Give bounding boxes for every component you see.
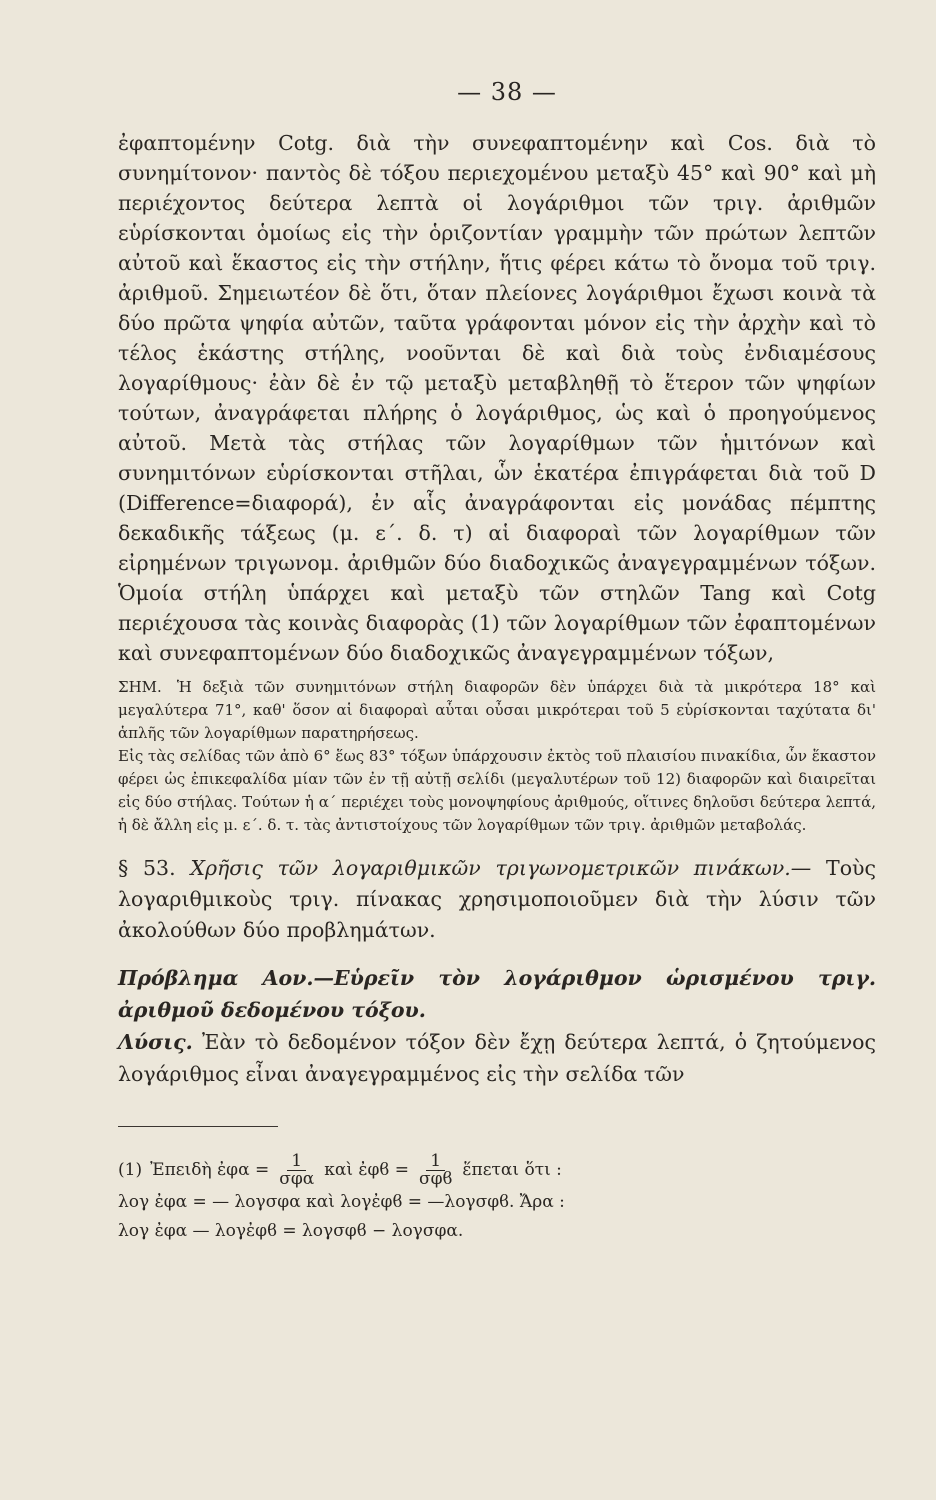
footnote-intro: Ἐπειδὴ ἐφα = (150, 1160, 270, 1180)
solution-label: Λύσις. (118, 1030, 193, 1054)
footnote-tail: ἕπεται ὅτι : (462, 1160, 562, 1180)
fraction-numerator: 1 (287, 1153, 306, 1171)
footnote-line-3: λογ ἐφα — λογἐφϐ = λογσφϐ − λογσφα. (118, 1221, 464, 1241)
section-number: § 53. (118, 856, 176, 880)
footnote-line-1 (118, 1153, 876, 1188)
footnote-divider (118, 1126, 278, 1127)
footnote-marker: (1) (118, 1160, 143, 1180)
solution-text: Ἐὰν τὸ δεδομένον τόξον δὲν ἔχῃ δεύτερα λεπτά, ὁ ζητούμενος λογάριθμος εἶναι ἀναγεγραμμένος εἰς τὴν σελίδα τῶν (118, 1030, 876, 1086)
footnote-conj: καὶ ἐφϐ = (324, 1160, 409, 1180)
footnote-line-2: λογ ἐφα = — λογσφα καὶ λογἐφϐ = —λογσφϐ. Ἄρα : (118, 1192, 565, 1212)
fraction-denominator: σφϐ (418, 1169, 453, 1189)
section-53 (118, 853, 876, 946)
page-number: — 38 — (457, 78, 557, 106)
footnote (118, 1153, 876, 1246)
section-text: Τοὺς λογαριθμικοὺς τριγ. πίνακας χρησιμοποιοῦμεν διὰ τὴν λύσιν τῶν ἀκολούθων δύο προβλημάτων. (118, 856, 876, 942)
fraction-one-over-sfa (275, 1153, 318, 1188)
note-label: ΣΗΜ. (118, 678, 162, 696)
fraction-one-over-sfb (415, 1153, 456, 1188)
note-remark-text: Ἡ δεξιὰ τῶν συνημιτόνων στήλη διαφορῶν δὲν ὑπάρχει διὰ τὰ μικρότερα 18° καὶ μεγαλύτερα 71°, καθ' ὅσον αἱ διαφοραὶ αὗται οὖσαι μικρότεραι τοῦ 5 εὑρίσκονται ταχύτατα δι' ἁπλῆς τῶν λογαρίθμων παρατηρήσεως. (118, 678, 876, 742)
fraction-numerator: 1 (426, 1153, 445, 1171)
problem-label: Πρόβλημα Αον.—Εὑρεῖν τὸν λογάριθμον ὡρισμένου τριγ. ἀριθμοῦ δεδομένου τόξου. (118, 966, 876, 1022)
main-paragraph: ἐφαπτομένην Cotg. διὰ τὴν συνεφαπτομένην καὶ Cos. διὰ τὸ συνημίτονον· παντὸς δὲ τόξου περιεχομένου μεταξὺ 45° καὶ 90° καὶ μὴ περιέχοντος δεύτερα λεπτὰ οἱ λογάριθμοι τῶν τριγ. ἀριθμῶν εὑρίσκονται ὁμοίως εἰς τὴν ὁριζοντίαν γραμμὴν τῶν πρώτων λεπτῶν αὐτοῦ καὶ ἕκαστος εἰς τὴν στήλην, ἥτις φέρει κάτω τὸ ὄνομα τοῦ τριγ. ἀριθμοῦ. Σημειωτέον δὲ ὅτι, ὅταν πλείονες λογάριθμοι ἔχωσι κοινὰ τὰ δύο πρῶτα ψηφία αὐτῶν, ταῦτα γράφονται μόνον εἰς τὴν ἀρχὴν καὶ τὸ τέλος ἑκάστης στήλης, νοοῦνται δὲ καὶ διὰ τοὺς ἐνδιαμέσους λογαρίθμους· ἐὰν δὲ ἐν τῷ μεταξὺ μεταβληθῇ τὸ ἕτερον τῶν ψηφίων τούτων, ἀναγράφεται πλήρης ὁ λογάριθμος, ὡς καὶ ὁ προηγούμενος αὐτοῦ. Μετὰ τὰς στήλας τῶν λογαρίθμων τῶν ἡμιτόνων καὶ συνημιτόνων εὑρίσκονται στῆλαι, ὧν ἑκατέρα ἐπιγράφεται διὰ τοῦ D (Difference=διαφορά), ἐν αἷς ἀναγράφονται εἰς μονάδας πέμπτης δεκαδικῆς τάξεως (μ. ε΄. δ. τ) αἱ διαφοραὶ τῶν λογαρίθμων τῶν εἰρημένων τριγωνομ. ἀριθμῶν δύο διαδοχικῶς ἀναγεγραμμένων τόξων. Ὁμοία στήλη ὑπάρχει καὶ μεταξὺ τῶν στηλῶν Tang καὶ Cotg περιέχουσα τὰς κοινὰς διαφορὰς (1) τῶν λογαρίθμων τῶν ἐφαπτομένων καὶ συνεφαπτομένων δύο διαδοχικῶς ἀναγεγραμμένων τόξων, (118, 131, 876, 665)
note-tables-paragraph: Εἰς τὰς σελίδας τῶν ἀπὸ 6° ἕως 83° τόξων ὑπάρχουσιν ἐκτὸς τοῦ πλαισίου πινακίδια, ὧν ἕκαστον φέρει ὡς ἐπικεφαλίδα μίαν τῶν ἐν τῇ αὐτῇ σελίδι (μεγαλυτέρων τοῦ 12) διαφορῶν καὶ διαιρεῖται εἰς δύο στήλας. Τούτων ἡ α΄ περιέχει τοὺς μονοψηφίους ἀριθμούς, οἵτινες δηλοῦσι δεύτερα λεπτά, ἡ δὲ ἄλλη εἰς μ. ε΄. δ. τ. τὰς ἀντιστοίχους τῶν λογαρίθμων τῶν τριγ. ἀριθμῶν μεταβολάς. (118, 747, 876, 834)
fraction-denominator: σφα (279, 1169, 315, 1189)
solution-paragraph (118, 1026, 876, 1090)
note-remark (118, 668, 876, 745)
section-title: Χρῆσις τῶν λογαριθμικῶν τριγωνομετρικῶν πινάκων.— (190, 856, 812, 880)
problem-statement (118, 962, 876, 1026)
